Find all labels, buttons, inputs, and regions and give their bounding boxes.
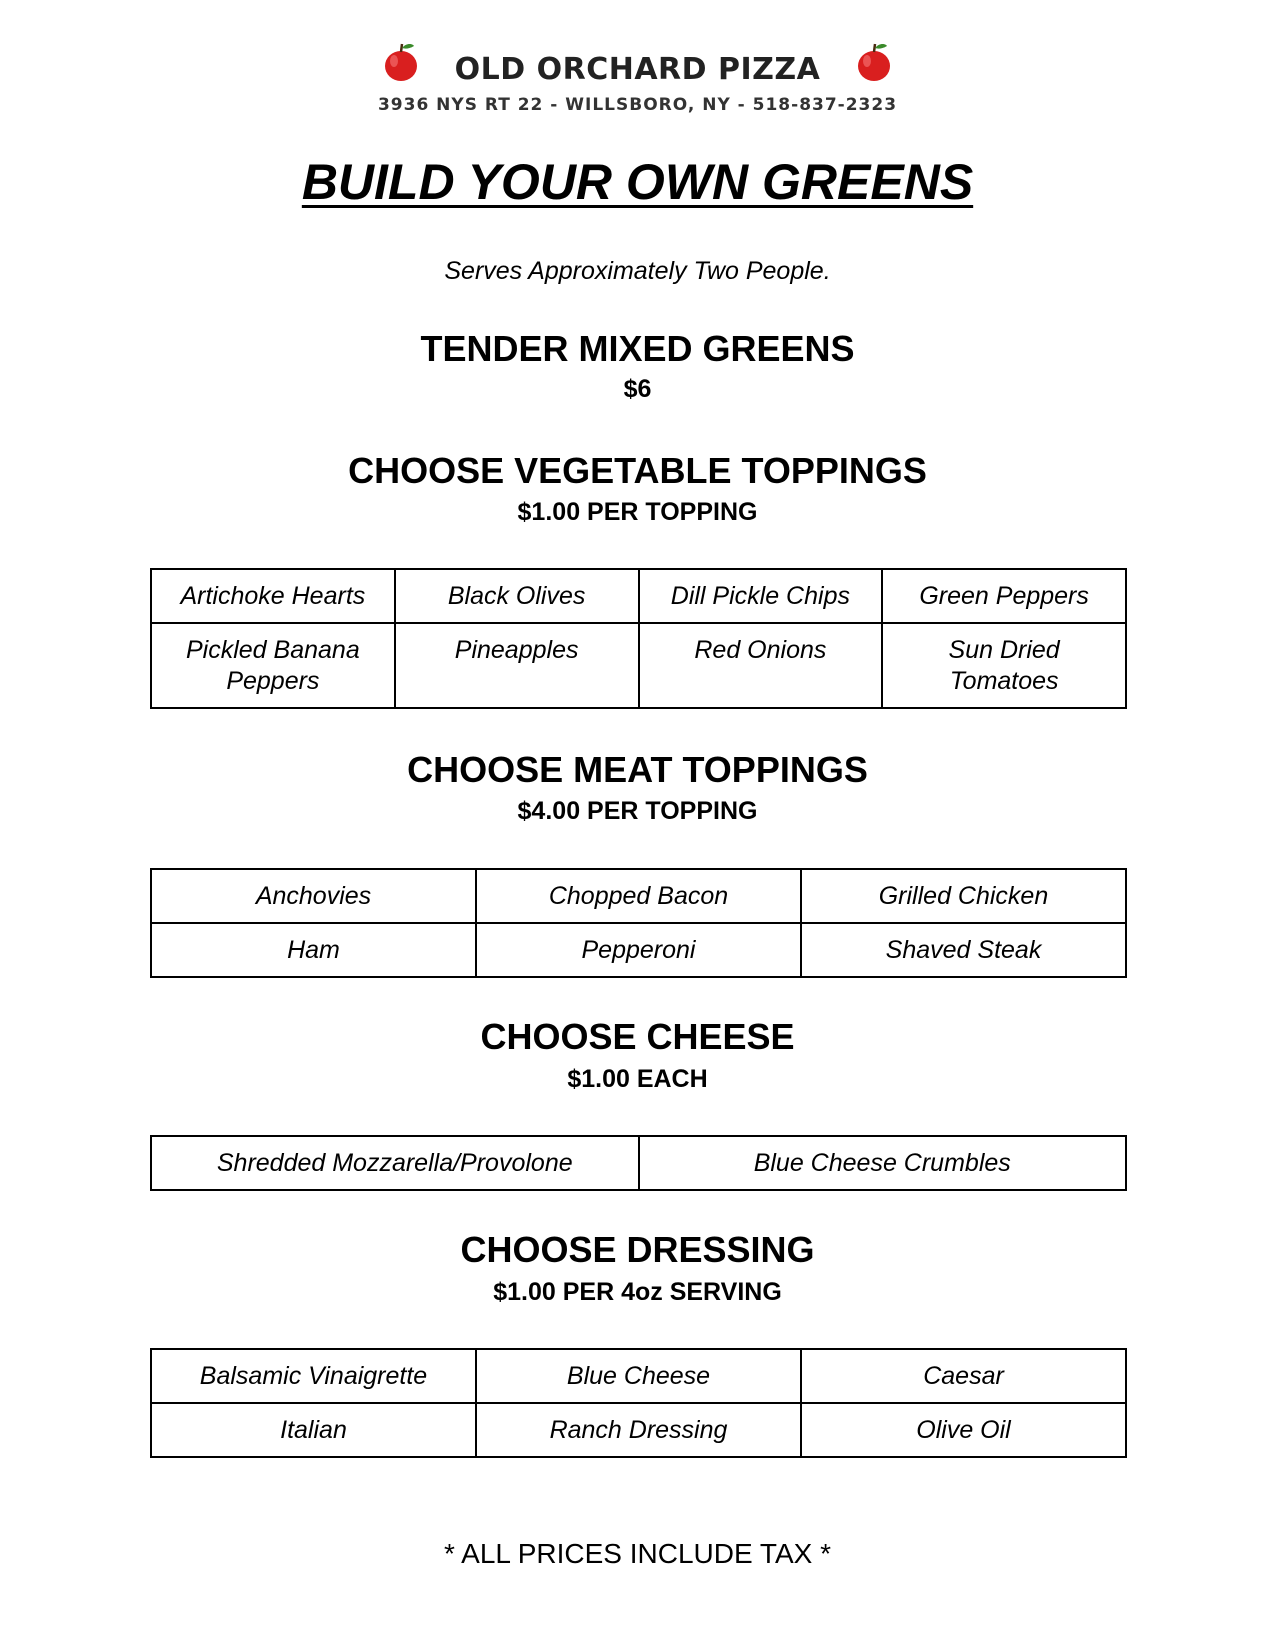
table-cell: Black Olives [395,569,639,623]
dressing-table [150,1348,1127,1458]
table-row [151,1349,1126,1403]
table-cell: Green Peppers [882,569,1126,623]
table-cell: Anchovies [151,869,476,923]
table-cell: Grilled Chicken [801,869,1126,923]
table-cell: Blue Cheese [476,1349,801,1403]
vegetable-price: $1.00 PER TOPPING [517,498,758,526]
table-cell: Dill Pickle Chips [639,569,883,623]
table-cell: Italian [151,1403,476,1457]
brand-name: OLD ORCHARD PIZZA [454,52,821,87]
table-row [151,623,1126,708]
cheese-price: $1.00 EACH [567,1065,708,1093]
meat-heading: CHOOSE MEAT TOPPINGS [407,749,868,790]
table-cell: Ham [151,923,476,977]
table-cell: Shredded Mozzarella/Provolone [151,1136,639,1190]
meat-toppings-table [150,868,1127,978]
cheese-heading: CHOOSE CHEESE [480,1016,795,1057]
table-cell: Chopped Bacon [476,869,801,923]
table-row [151,869,1126,923]
serving-note: Serves Approximately Two People. [444,257,831,285]
tax-note: * ALL PRICES INCLUDE TAX * [444,1538,831,1569]
table-cell: Olive Oil [801,1403,1126,1457]
table-cell: Pepperoni [476,923,801,977]
table-row [151,569,1126,623]
table-cell: Caesar [801,1349,1126,1403]
meat-price: $4.00 PER TOPPING [517,797,758,825]
table-row [151,1403,1126,1457]
table-cell: Sun Dried Tomatoes [882,623,1126,708]
red-apple-icon [381,40,421,82]
red-apple-icon [854,40,894,82]
table-row [151,923,1126,977]
vegetable-toppings-table [150,568,1127,709]
table-cell: Ranch Dressing [476,1403,801,1457]
dressing-heading: CHOOSE DRESSING [460,1229,815,1270]
table-cell: Red Onions [639,623,883,708]
restaurant-address: 3936 NYS RT 22 - WILLSBORO, NY - 518-837-2323 [377,95,898,115]
table-cell: Pickled Banana Peppers [151,623,395,708]
cheese-table [150,1135,1127,1191]
brand-row [0,36,1275,92]
table-cell: Pineapples [395,623,639,708]
table-cell: Balsamic Vinaigrette [151,1349,476,1403]
dressing-price: $1.00 PER 4oz SERVING [493,1278,782,1306]
table-cell: Blue Cheese Crumbles [639,1136,1127,1190]
table-row [151,1136,1126,1190]
base-price: $6 [623,375,652,403]
vegetable-heading: CHOOSE VEGETABLE TOPPINGS [348,450,927,491]
page-title: BUILD YOUR OWN GREENS [301,154,974,210]
table-cell: Shaved Steak [801,923,1126,977]
base-heading: TENDER MIXED GREENS [420,328,855,369]
restaurant-header [0,36,1275,116]
table-cell: Artichoke Hearts [151,569,395,623]
